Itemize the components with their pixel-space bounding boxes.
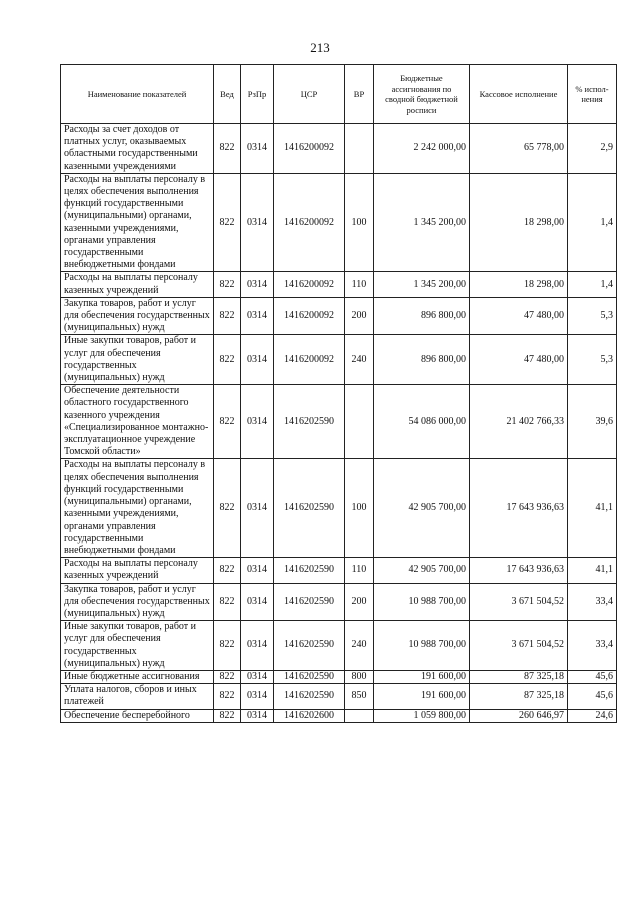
cell-ved: 822 bbox=[214, 684, 241, 709]
cell-vr: 110 bbox=[345, 558, 374, 583]
cell-percent: 33,4 bbox=[568, 621, 617, 671]
cell-row-name: Закупка товаров, работ и услуг для обеспечения государственных (муниципальных) нужд bbox=[61, 583, 214, 621]
cell-vr: 100 bbox=[345, 459, 374, 558]
table-row bbox=[61, 621, 617, 671]
table-row bbox=[61, 173, 617, 272]
cell-percent: 5,3 bbox=[568, 297, 617, 335]
cell-row-name: Уплата налогов, сборов и иных платежей bbox=[61, 684, 214, 709]
cell-assignments: 10 988 700,00 bbox=[374, 621, 470, 671]
cell-ved: 822 bbox=[214, 297, 241, 335]
cell-assignments: 42 905 700,00 bbox=[374, 558, 470, 583]
cell-rzpr: 0314 bbox=[241, 173, 274, 272]
cell-row-name: Иные закупки товаров, работ и услуг для обеспечения государственных (муниципальных) нужд bbox=[61, 621, 214, 671]
table-row bbox=[61, 385, 617, 459]
cell-csr: 1416202590 bbox=[274, 385, 345, 459]
header-assignments: Бюджетные ассигнования по сводной бюджетной росписи bbox=[374, 65, 470, 124]
cell-assignments: 896 800,00 bbox=[374, 297, 470, 335]
table-body bbox=[61, 124, 617, 723]
header-cash-execution: Кассовое исполнение bbox=[470, 65, 568, 124]
cell-rzpr: 0314 bbox=[241, 297, 274, 335]
table-header-row bbox=[61, 65, 617, 124]
cell-ved: 822 bbox=[214, 459, 241, 558]
cell-ved: 822 bbox=[214, 335, 241, 385]
cell-cash-execution: 87 325,18 bbox=[470, 684, 568, 709]
table-row bbox=[61, 335, 617, 385]
cell-percent: 1,4 bbox=[568, 272, 617, 297]
table-row bbox=[61, 709, 617, 722]
header-csr: ЦСР bbox=[274, 65, 345, 124]
table-row bbox=[61, 670, 617, 683]
cell-percent: 45,6 bbox=[568, 684, 617, 709]
cell-assignments: 42 905 700,00 bbox=[374, 459, 470, 558]
cell-assignments: 1 345 200,00 bbox=[374, 272, 470, 297]
cell-percent: 45,6 bbox=[568, 670, 617, 683]
header-ved: Вед bbox=[214, 65, 241, 124]
cell-rzpr: 0314 bbox=[241, 621, 274, 671]
cell-vr bbox=[345, 709, 374, 722]
cell-csr: 1416200092 bbox=[274, 124, 345, 174]
cell-percent: 2,9 bbox=[568, 124, 617, 174]
cell-vr bbox=[345, 124, 374, 174]
cell-assignments: 191 600,00 bbox=[374, 670, 470, 683]
cell-vr: 850 bbox=[345, 684, 374, 709]
cell-cash-execution: 65 778,00 bbox=[470, 124, 568, 174]
cell-row-name: Расходы за счет доходов от платных услуг, оказываемых областными государственными казенными учреждениями bbox=[61, 124, 214, 174]
table-row bbox=[61, 459, 617, 558]
cell-csr: 1416202590 bbox=[274, 583, 345, 621]
cell-rzpr: 0314 bbox=[241, 272, 274, 297]
table-row bbox=[61, 583, 617, 621]
cell-assignments: 2 242 000,00 bbox=[374, 124, 470, 174]
cell-row-name: Закупка товаров, работ и услуг для обеспечения государственных (муниципальных) нужд bbox=[61, 297, 214, 335]
cell-assignments: 896 800,00 bbox=[374, 335, 470, 385]
cell-vr: 200 bbox=[345, 583, 374, 621]
cell-row-name: Обеспечение деятельности областного государственного казенного учреждения «Специализированное монтажно-эксплуатационное учреждение Томской области» bbox=[61, 385, 214, 459]
cell-row-name: Иные бюджетные ассигнования bbox=[61, 670, 214, 683]
table-row bbox=[61, 272, 617, 297]
cell-vr: 800 bbox=[345, 670, 374, 683]
cell-csr: 1416202590 bbox=[274, 459, 345, 558]
cell-cash-execution: 260 646,97 bbox=[470, 709, 568, 722]
cell-rzpr: 0314 bbox=[241, 385, 274, 459]
header-percent: % испол-нения bbox=[568, 65, 617, 124]
cell-ved: 822 bbox=[214, 583, 241, 621]
table-row bbox=[61, 297, 617, 335]
cell-csr: 1416200092 bbox=[274, 297, 345, 335]
cell-assignments: 10 988 700,00 bbox=[374, 583, 470, 621]
cell-percent: 41,1 bbox=[568, 558, 617, 583]
cell-rzpr: 0314 bbox=[241, 709, 274, 722]
cell-vr: 110 bbox=[345, 272, 374, 297]
cell-percent: 5,3 bbox=[568, 335, 617, 385]
header-name: Наименование показателей bbox=[61, 65, 214, 124]
cell-ved: 822 bbox=[214, 173, 241, 272]
cell-assignments: 191 600,00 bbox=[374, 684, 470, 709]
cell-rzpr: 0314 bbox=[241, 583, 274, 621]
cell-ved: 822 bbox=[214, 124, 241, 174]
cell-csr: 1416202590 bbox=[274, 558, 345, 583]
header-rzpr: РзПр bbox=[241, 65, 274, 124]
cell-cash-execution: 3 671 504,52 bbox=[470, 583, 568, 621]
cell-csr: 1416200092 bbox=[274, 272, 345, 297]
cell-vr: 240 bbox=[345, 621, 374, 671]
cell-row-name: Расходы на выплаты персоналу казенных учреждений bbox=[61, 558, 214, 583]
cell-ved: 822 bbox=[214, 272, 241, 297]
cell-csr: 1416202590 bbox=[274, 684, 345, 709]
header-vr: ВР bbox=[345, 65, 374, 124]
cell-vr bbox=[345, 385, 374, 459]
cell-vr: 100 bbox=[345, 173, 374, 272]
cell-ved: 822 bbox=[214, 558, 241, 583]
table-row bbox=[61, 684, 617, 709]
cell-csr: 1416202590 bbox=[274, 621, 345, 671]
cell-cash-execution: 17 643 936,63 bbox=[470, 558, 568, 583]
cell-percent: 33,4 bbox=[568, 583, 617, 621]
cell-ved: 822 bbox=[214, 709, 241, 722]
cell-cash-execution: 47 480,00 bbox=[470, 297, 568, 335]
cell-ved: 822 bbox=[214, 670, 241, 683]
cell-cash-execution: 17 643 936,63 bbox=[470, 459, 568, 558]
budget-execution-table bbox=[60, 64, 617, 723]
cell-rzpr: 0314 bbox=[241, 124, 274, 174]
cell-row-name: Расходы на выплаты персоналу казенных учреждений bbox=[61, 272, 214, 297]
cell-cash-execution: 18 298,00 bbox=[470, 173, 568, 272]
cell-cash-execution: 87 325,18 bbox=[470, 670, 568, 683]
cell-row-name: Расходы на выплаты персоналу в целях обеспечения выполнения функций государственными (муниципальными) органами, казенными учреждениями, органами управления государственными внебюджетными фондами bbox=[61, 459, 214, 558]
cell-csr: 1416202590 bbox=[274, 670, 345, 683]
cell-ved: 822 bbox=[214, 621, 241, 671]
table-row bbox=[61, 558, 617, 583]
cell-row-name: Расходы на выплаты персоналу в целях обеспечения выполнения функций государственными (муниципальными) органами, казенными учреждениями, органами управления государственными внебюджетными фондами bbox=[61, 173, 214, 272]
cell-row-name: Иные закупки товаров, работ и услуг для обеспечения государственных (муниципальных) нужд bbox=[61, 335, 214, 385]
cell-cash-execution: 21 402 766,33 bbox=[470, 385, 568, 459]
cell-rzpr: 0314 bbox=[241, 670, 274, 683]
table-row bbox=[61, 124, 617, 174]
cell-assignments: 54 086 000,00 bbox=[374, 385, 470, 459]
cell-csr: 1416200092 bbox=[274, 335, 345, 385]
cell-rzpr: 0314 bbox=[241, 558, 274, 583]
cell-rzpr: 0314 bbox=[241, 459, 274, 558]
cell-assignments: 1 345 200,00 bbox=[374, 173, 470, 272]
cell-rzpr: 0314 bbox=[241, 335, 274, 385]
cell-cash-execution: 18 298,00 bbox=[470, 272, 568, 297]
cell-percent: 41,1 bbox=[568, 459, 617, 558]
cell-ved: 822 bbox=[214, 385, 241, 459]
cell-rzpr: 0314 bbox=[241, 684, 274, 709]
cell-row-name: Обеспечение бесперебойного bbox=[61, 709, 214, 722]
cell-percent: 1,4 bbox=[568, 173, 617, 272]
cell-percent: 39,6 bbox=[568, 385, 617, 459]
cell-csr: 1416202600 bbox=[274, 709, 345, 722]
cell-cash-execution: 3 671 504,52 bbox=[470, 621, 568, 671]
cell-csr: 1416200092 bbox=[274, 173, 345, 272]
cell-vr: 200 bbox=[345, 297, 374, 335]
cell-percent: 24,6 bbox=[568, 709, 617, 722]
cell-assignments: 1 059 800,00 bbox=[374, 709, 470, 722]
page-number: 213 bbox=[310, 40, 330, 55]
cell-cash-execution: 47 480,00 bbox=[470, 335, 568, 385]
cell-vr: 240 bbox=[345, 335, 374, 385]
